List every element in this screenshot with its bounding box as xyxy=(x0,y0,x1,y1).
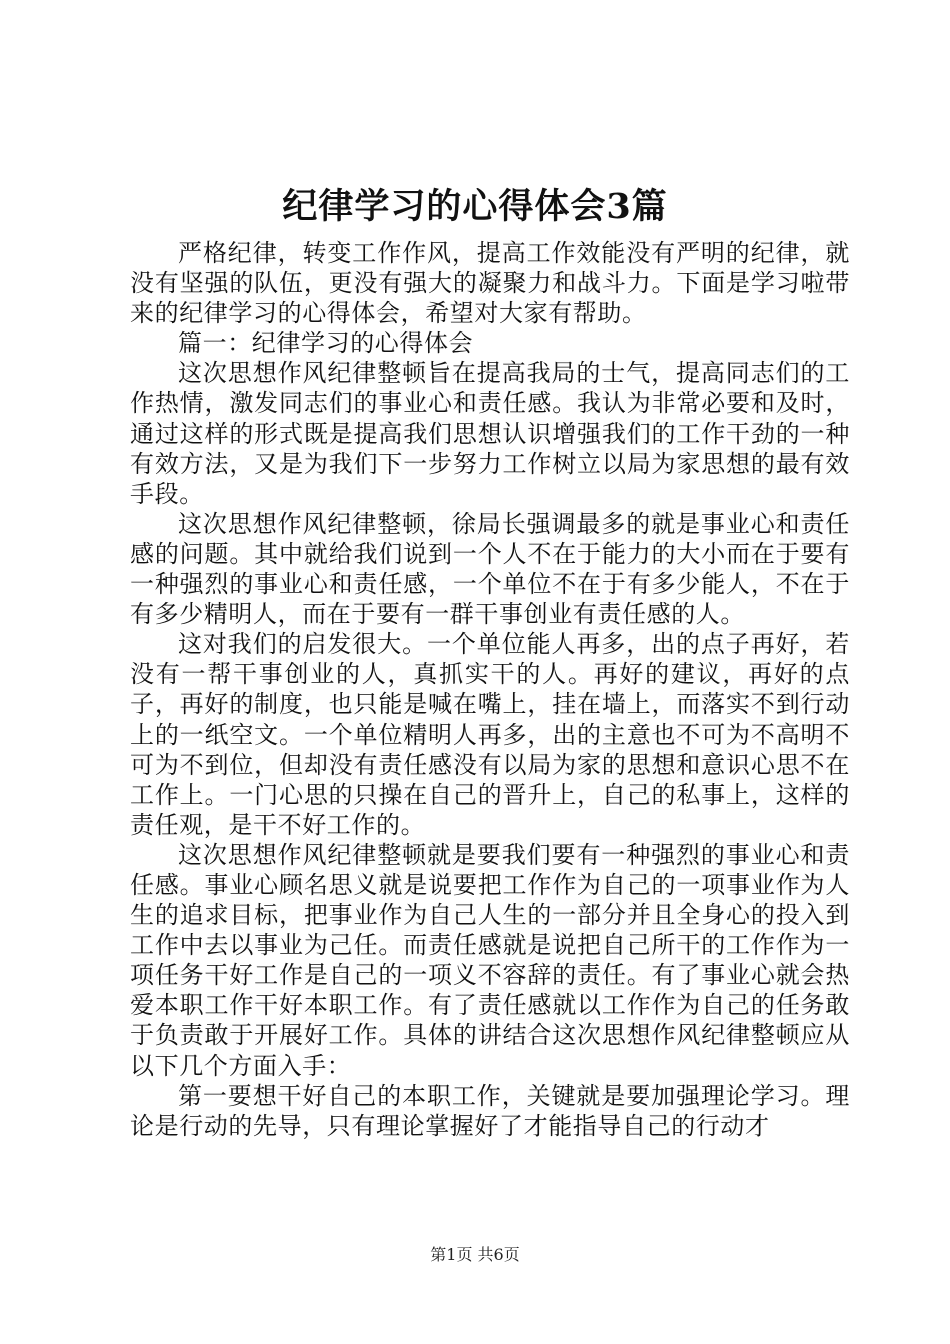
document-body xyxy=(130,238,850,1141)
document-title: 纪律学习的心得体会3篇 xyxy=(282,186,668,227)
body-paragraph: 这次思想作风纪律整顿就是要我们要有一种强烈的事业心和责任感。事业心顾名思义就是说要把工作作为自己的一项事业作为人生的追求目标，把事业作为自己人生的一部分并且全身心的投入到工作中去以事业为己任。而责任感就是说把自己所干的工作作为一项任务干好工作是自己的一项义不容辞的责任。有了事业心就会热爱本职工作干好本职工作。有了责任感就以工作作为自己的任务敢于负责敢于开展好工作。具体的讲结合这次思想作风纪律整顿应从以下几个方面入手： xyxy=(130,840,850,1080)
page-footer: 第1页 共6页 xyxy=(430,1245,520,1264)
body-paragraph: 这对我们的启发很大。一个单位能人再多，出的点子再好，若没有一帮干事创业的人，真抓实干的人。再好的建议，再好的点子，再好的制度，也只能是喊在嘴上，挂在墙上，而落实不到行动上的一纸空文。一个单位精明人再多，出的主意也不可为不高明不可为不到位，但却没有责任感没有以局为家的思想和意识心思不在工作上。一门心思的只操在自己的晋升上，自己的私事上，这样的责任观，是干不好工作的。 xyxy=(130,630,850,839)
intro-paragraph: 严格纪律，转变工作作风，提高工作效能没有严明的纪律，就没有坚强的队伍，更没有强大的凝聚力和战斗力。下面是学习啦带来的纪律学习的心得体会，希望对大家有帮助。 xyxy=(130,239,850,328)
body-paragraph: 这次思想作风纪律整顿，徐局长强调最多的就是事业心和责任感的问题。其中就给我们说到一个人不在于能力的大小而在于要有一种强烈的事业心和责任感，一个单位不在于有多少能人，不在于有多少精明人，而在于要有一群干事创业有责任感的人。 xyxy=(130,509,850,629)
body-paragraph: 这次思想作风纪律整顿旨在提高我局的士气，提高同志们的工作热情，激发同志们的事业心和责任感。我认为非常必要和及时，通过这样的形式既是提高我们思想认识增强我们的工作干劲的一种有效方法，又是为我们下一步努力工作树立以局为家思想的最有效手段。 xyxy=(130,359,850,508)
body-paragraph: 第一要想干好自己的本职工作，关键就是要加强理论学习。理论是行动的先导，只有理论掌握好了才能指导自己的行动才 xyxy=(130,1081,850,1140)
section-heading: 篇一：纪律学习的心得体会 xyxy=(178,329,474,358)
